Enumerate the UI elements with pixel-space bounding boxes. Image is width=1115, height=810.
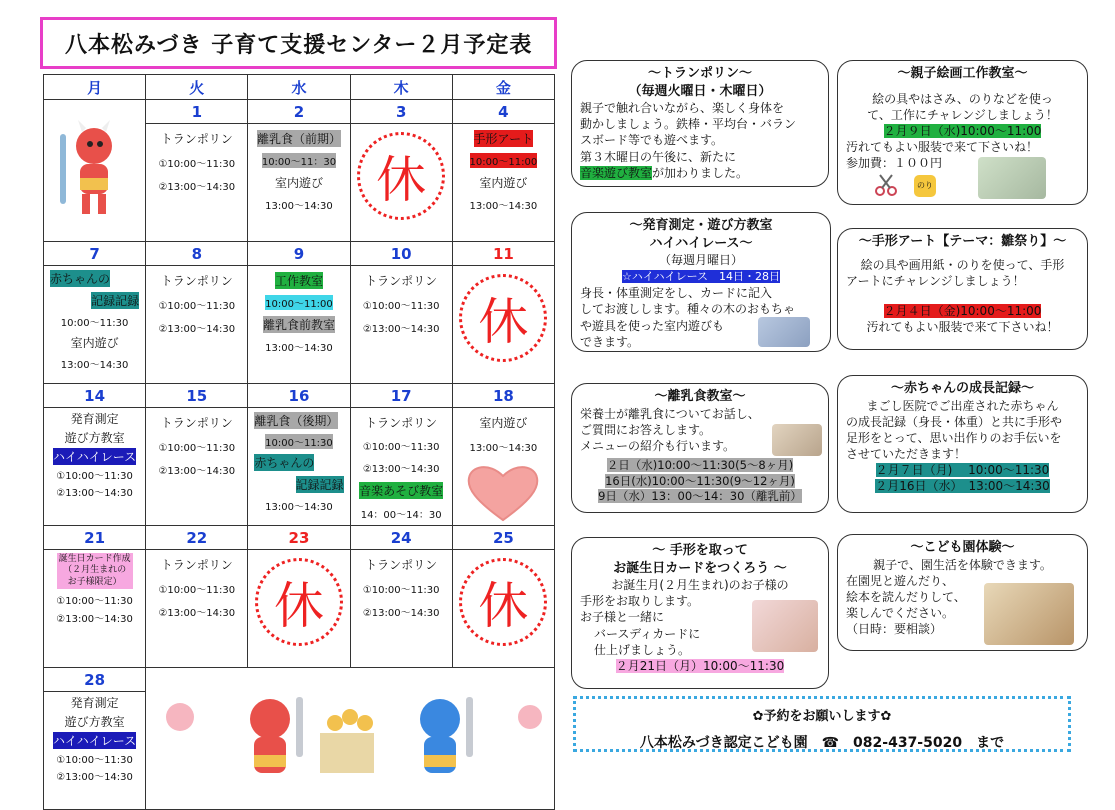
- event-date: ２月16日（水） 13:00～14:30: [875, 479, 1050, 494]
- event-date: ☆ハイハイレース 14日・28日: [621, 270, 781, 284]
- box-heading: ～赤ちゃんの成長記録～: [890, 381, 1034, 396]
- box-text: 絵の具や画用紙・のりを使って、手形: [860, 257, 1065, 272]
- birthday-card-note: [57, 553, 133, 589]
- box-heading: お誕生日カードをつくろう ～: [613, 560, 787, 576]
- cell-17: [350, 408, 452, 526]
- event-label: お子様限定）: [67, 576, 122, 587]
- page-title: 八本松みづき 子育て支援センター２月予定表: [40, 17, 557, 69]
- box-text: （日時：要相談）: [846, 622, 943, 637]
- event-time: ②13:00～14:30: [362, 324, 440, 335]
- cell-24: [350, 550, 452, 668]
- event-time: 13:00～14:30: [469, 201, 538, 212]
- event-label: 音楽あそび教室: [359, 484, 444, 498]
- event-time: ②13:00～14:30: [56, 772, 133, 783]
- box-text: してお渡しします。種々の木のおもちゃ: [580, 302, 796, 317]
- event-label: 離乳食（後期）: [254, 414, 339, 428]
- event-time: 13:00～14:30: [469, 443, 538, 454]
- trampoline-box: [571, 60, 829, 187]
- box-text: 栄養士が離乳食についてお話し、: [580, 406, 760, 421]
- cell-10: [350, 266, 452, 384]
- cell-21: [44, 550, 146, 668]
- weekday-fri: 金: [452, 75, 554, 100]
- baby-record-box: [837, 375, 1088, 513]
- event-time: 13:00～14:30: [265, 201, 333, 212]
- event-label: （２月生まれの: [63, 565, 127, 576]
- event-time: ①10:00～11:30: [56, 595, 133, 607]
- event-label: トランポリン: [160, 416, 233, 430]
- glue-icon: のり: [914, 175, 936, 197]
- box-heading: ～ 手形を取って: [652, 543, 748, 558]
- event-time: ①10:00～11:30: [158, 443, 236, 454]
- event-time: 10:00～11:30: [60, 318, 129, 329]
- box-text: 在園児と遊んだり、: [846, 573, 955, 588]
- weekday-mon: 月: [44, 75, 146, 100]
- date-3: 3: [350, 100, 452, 124]
- event-label: 赤ちゃんの: [50, 272, 111, 286]
- event-time: ②13:00～14:30: [158, 608, 236, 619]
- box-text: 身長・体重測定をし、カードに記入: [580, 286, 773, 301]
- date-16: 16: [248, 384, 350, 408]
- birthday-card-box: [571, 537, 829, 689]
- box-text: 親子で、園生活を体験できます。: [873, 557, 1052, 572]
- baby-food-photo: [772, 424, 822, 456]
- event-time: ②13:00～14:30: [158, 182, 236, 193]
- event-time: ①10:00～11:30: [362, 585, 440, 596]
- event-label: 記録記録: [91, 294, 140, 308]
- box-heading: ～手形アート【テーマ：雛祭り】～: [858, 234, 1067, 249]
- box-text: が加わりました。: [652, 165, 749, 180]
- event-label: 工作教室: [274, 274, 323, 288]
- cell-22: [146, 550, 248, 668]
- event-time: 10:00～11:00: [265, 295, 333, 310]
- box-text: 親子で触れ合いながら、楽しく身体を: [580, 101, 785, 116]
- growth-photo: [758, 317, 810, 347]
- event-label: ハイハイレース: [53, 734, 137, 748]
- art-photo: [978, 157, 1046, 199]
- event-label: 発育測定: [70, 412, 119, 426]
- date-1: 1: [146, 100, 248, 124]
- event-time: 13:00～14:30: [60, 360, 129, 371]
- box-text: 楽しんでください。: [846, 606, 955, 621]
- event-label: トランポリン: [365, 558, 438, 572]
- cell-25: [452, 550, 554, 668]
- date-7: 7: [44, 242, 146, 266]
- scissors-icon: [874, 173, 898, 197]
- event-time: ①10:00～11:30: [158, 301, 236, 312]
- oni-illustration: [44, 100, 146, 242]
- cell-9: [248, 266, 350, 384]
- baby-food-box: [571, 383, 829, 513]
- reservation-heading: ✿予約をお願いします✿: [752, 709, 892, 724]
- event-time: ②13:00～14:30: [362, 464, 440, 475]
- date-28: 28: [44, 668, 146, 692]
- event-time: ②13:00～14:30: [56, 488, 133, 499]
- date-10: 10: [350, 242, 452, 266]
- box-text: スボード等でも遊べます。: [580, 133, 724, 148]
- weekday-row: [44, 75, 555, 100]
- event-time: ①10:00～11:30: [56, 471, 133, 482]
- box-heading: ～発育測定・遊び方教室: [629, 218, 773, 233]
- closed-mark: 休: [357, 132, 445, 220]
- cell-15: [146, 408, 248, 526]
- event-date: ２月21日（月）10:00～11:30: [615, 659, 785, 674]
- date-14: 14: [44, 384, 146, 408]
- cell-14: [44, 408, 146, 526]
- box-text: 動かしましょう。鉄棒・平均台・バラン: [580, 117, 797, 132]
- date-8: 8: [146, 242, 248, 266]
- box-text: 絵の具やはさみ、のりなどを使っ: [872, 91, 1053, 106]
- box-heading: ～離乳食教室～: [654, 389, 746, 404]
- event-label: ハイハイレース: [53, 450, 137, 464]
- event-label: 室内遊び: [479, 176, 528, 190]
- box-text: 仕上げましょう。: [594, 642, 691, 657]
- setsubun-illustration: [146, 668, 555, 810]
- closed-mark: 休: [459, 274, 547, 362]
- cell-4: [452, 124, 554, 242]
- box-text: 手形をお取りします。: [580, 594, 700, 609]
- reservation-contact: 八本松みづき認定こども園 ☎ 082-437-5020 まで: [639, 734, 1005, 751]
- box-text: ご質問にお答えします。: [580, 422, 712, 437]
- art-class-box: [837, 60, 1088, 205]
- event-label: 室内遊び: [479, 416, 528, 430]
- event-date: ２月９日（水)10:00～11:00: [883, 123, 1042, 138]
- cell-7: [44, 266, 146, 384]
- date-22: 22: [146, 526, 248, 550]
- event-time: 14：00～14：30: [360, 510, 442, 521]
- box-text: できます。: [580, 334, 640, 349]
- music-class-label: 音楽遊び教室: [580, 165, 653, 180]
- event-time: ②13:00～14:30: [362, 608, 440, 619]
- cell-23: [248, 550, 350, 668]
- event-label: 赤ちゃんの: [254, 456, 315, 470]
- event-time: 10:00～11：30: [262, 153, 336, 168]
- hand-art-box: [837, 228, 1088, 350]
- cell-18: [452, 408, 554, 526]
- event-time: 10:00～11:30: [265, 434, 333, 449]
- cell-2: [248, 124, 350, 242]
- date-4: 4: [452, 100, 554, 124]
- event-date: ２日（水)10:00～11:30(5～8ヶ月): [606, 458, 794, 473]
- event-label: 発育測定: [70, 696, 119, 710]
- date-15: 15: [146, 384, 248, 408]
- box-heading: ハイハイレース～: [649, 235, 753, 251]
- box-subheading: （毎週月曜日）: [658, 253, 743, 268]
- date-21: 21: [44, 526, 146, 550]
- box-text: まごし医院でご出産された赤ちゃん: [866, 398, 1059, 413]
- event-time: 10:00～11:00: [470, 153, 538, 168]
- box-text: 足形をとって、思い出作りのお手伝いを: [846, 430, 1062, 445]
- cell-11: [452, 266, 554, 384]
- box-text: 第３木曜日の午後に、新たに: [580, 149, 737, 164]
- box-text: 参加費：１００円: [846, 156, 943, 171]
- event-label: トランポリン: [160, 274, 233, 288]
- event-label: 離乳食前教室: [262, 318, 335, 332]
- event-label: 遊び方教室: [64, 431, 125, 445]
- box-heading: ～親子絵画工作教室～: [897, 66, 1028, 81]
- kindergarten-box: [837, 534, 1088, 651]
- reservation-box: [573, 696, 1071, 752]
- weekday-thu: 木: [350, 75, 452, 100]
- date-25: 25: [452, 526, 554, 550]
- cell-16: [248, 408, 350, 526]
- event-date: ２月４日（金)10:00～11:00: [883, 303, 1042, 318]
- cell-1: [146, 124, 248, 242]
- event-time: 13:00～14:30: [265, 343, 333, 354]
- weekday-tue: 火: [146, 75, 248, 100]
- closed-mark: 休: [255, 558, 343, 646]
- event-label: トランポリン: [365, 274, 438, 288]
- weekday-wed: 水: [248, 75, 350, 100]
- event-time: ①10:00～11:30: [158, 585, 236, 596]
- box-text: や遊具を使った室内遊びも: [580, 318, 725, 333]
- growth-check-box: [571, 212, 831, 352]
- date-11: 11: [452, 242, 554, 266]
- date-17: 17: [350, 384, 452, 408]
- event-date: 9日（水）13：00～14：30（離乳前）: [598, 489, 802, 504]
- box-subheading: （毎週火曜日・木曜日）: [628, 83, 772, 99]
- box-text: 汚れてもよい服装で来て下さいね！: [846, 140, 1039, 155]
- event-label: トランポリン: [365, 416, 438, 430]
- event-time: 13:00～14:30: [265, 502, 333, 513]
- date-24: 24: [350, 526, 452, 550]
- box-text: お誕生月(２月生まれ)のお子様の: [611, 578, 789, 593]
- box-text: バースディカードに: [594, 626, 701, 641]
- date-9: 9: [248, 242, 350, 266]
- event-label: 手形アート: [473, 132, 534, 146]
- cell-3: [350, 124, 452, 242]
- event-time: ②13:00～14:30: [158, 466, 236, 477]
- event-label: トランポリン: [160, 558, 233, 572]
- event-time: ②13:00～14:30: [56, 613, 133, 625]
- box-text: させていただきます！: [846, 447, 967, 462]
- event-date: ２月７日（月) 10:00～11:30: [875, 463, 1050, 478]
- kindergarten-photo: [984, 583, 1074, 645]
- box-text: メニューの紹介も行います。: [580, 438, 736, 453]
- box-text: アートにチャレンジしましょう！: [846, 273, 1025, 288]
- box-text: お子様と一緒に: [580, 610, 665, 625]
- box-text: て、工作にチャレンジしましょう！: [867, 107, 1058, 122]
- event-time: ①10:00～11:30: [56, 755, 133, 766]
- box-heading: ～こども園体験～: [910, 540, 1015, 555]
- calendar: [43, 74, 555, 810]
- event-label: 誕生日カード作成: [58, 554, 131, 564]
- date-2: 2: [248, 100, 350, 124]
- event-time: ①10:00～11:30: [158, 159, 236, 170]
- event-label: 記録記録: [295, 478, 344, 492]
- date-23: 23: [248, 526, 350, 550]
- event-label: 離乳食（前期）: [256, 132, 341, 146]
- closed-mark: 休: [459, 558, 547, 646]
- box-text: 汚れてもよい服装で来て下さいね！: [866, 320, 1059, 335]
- event-time: ②13:00～14:30: [158, 324, 236, 335]
- event-label: 室内遊び: [70, 336, 119, 350]
- box-text: 絵本を読んだりして、: [846, 589, 966, 604]
- event-time: ①10:00～11:30: [362, 442, 440, 453]
- date-18: 18: [452, 384, 554, 408]
- event-label: 遊び方教室: [64, 715, 125, 729]
- event-date: 16日(水)10:00～11:30(9～12ヶ月): [605, 473, 795, 488]
- cell-28: [44, 692, 146, 810]
- setsubun-oni-icon: [150, 687, 550, 787]
- event-time: ①10:00～11:30: [362, 301, 440, 312]
- heart-icon: [465, 462, 541, 522]
- event-label: トランポリン: [160, 132, 233, 146]
- box-heading: ～トランポリン～: [647, 66, 752, 81]
- box-text: の成長記録（身長・体重）と共に手形や: [846, 414, 1063, 429]
- red-oni-icon: [50, 114, 140, 224]
- cell-8: [146, 266, 248, 384]
- event-label: 室内遊び: [274, 176, 323, 190]
- birthday-card-photo: [752, 600, 818, 652]
